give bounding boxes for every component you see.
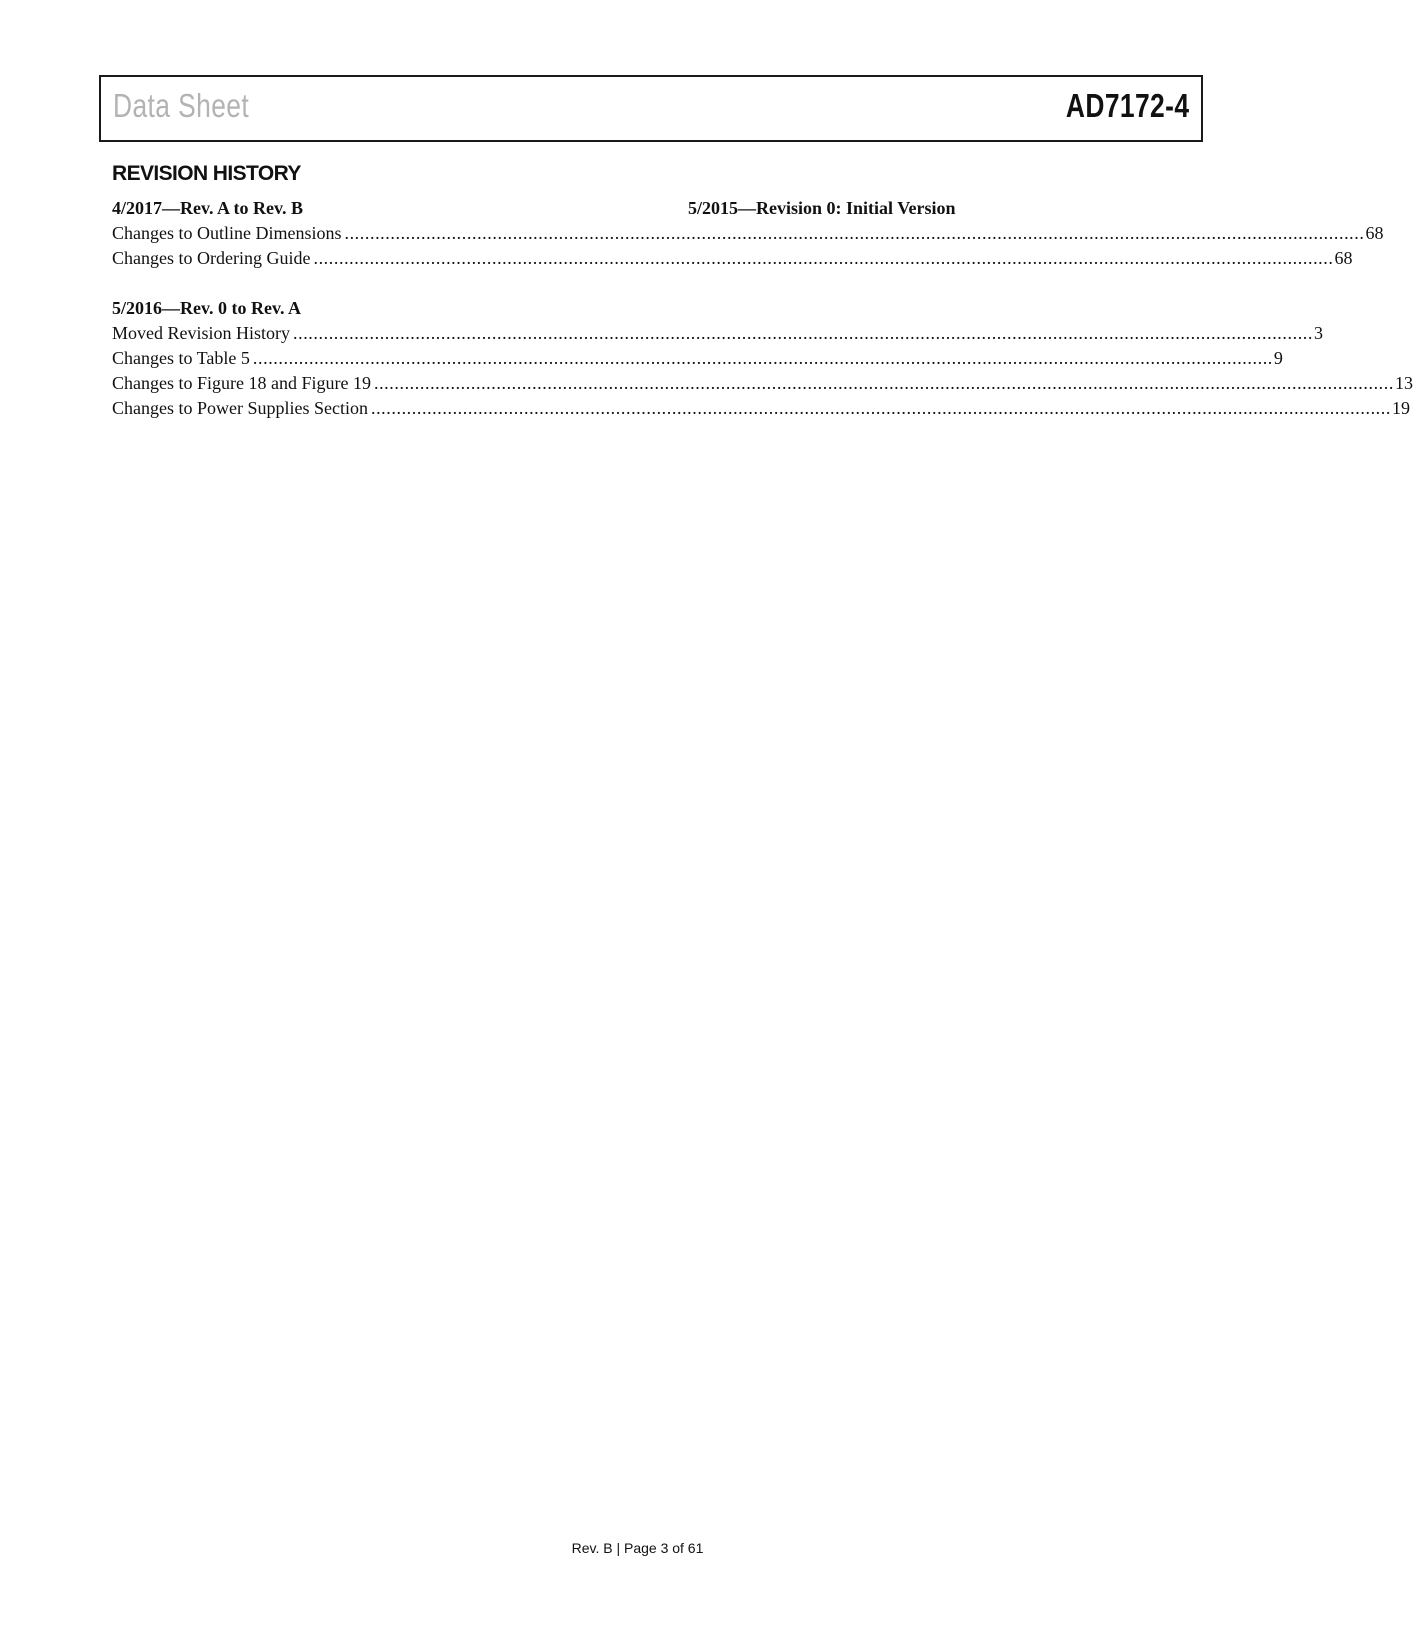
toc-entry (112, 371, 1413, 396)
toc-entry-text: Changes to Ordering Guide (112, 248, 311, 268)
section-title: REVISION HISTORY (112, 162, 301, 185)
toc-entry-text: Moved Revision History (112, 323, 290, 343)
toc-entry-text: Changes to Table 5 (112, 348, 250, 368)
toc-entry (112, 321, 1323, 346)
toc-entry-text: Changes to Outline Dimensions (112, 223, 342, 243)
toc-page-number: 19 (1391, 398, 1410, 418)
revision-heading: 4/2017—Rev. A to Rev. B (112, 198, 304, 218)
toc-leader-dots: ........................................................................................................................................................................................................ (344, 223, 1365, 243)
toc-page-number: 13 (1394, 373, 1413, 393)
toc-entry (112, 246, 1353, 271)
toc-leader-dots: ........................................................................................................................................................................................................ (370, 398, 1391, 418)
toc-leader-dots: ........................................................................................................................................................................................................ (373, 373, 1394, 393)
page-footer: Rev. B | Page 3 of 61 (571, 1540, 704, 1556)
toc-entry (112, 346, 1283, 371)
toc-page-number: 3 (1314, 323, 1323, 343)
revision-column-right (688, 196, 1168, 246)
document-type-label: Data Sheet (113, 87, 250, 124)
revision-block (112, 296, 1413, 421)
toc-leader-dots: ........................................................................................................................................................................................................ (313, 248, 1334, 268)
revision-heading: 5/2015—Revision 0: Initial Version (688, 198, 956, 218)
part-number: AD7172-4 (1065, 87, 1189, 124)
toc-entry-text: Changes to Figure 18 and Figure 19 (112, 373, 371, 393)
toc-entry (112, 221, 1384, 246)
revision-block (688, 196, 1168, 221)
toc-page-number: 68 (1365, 223, 1384, 243)
page-header (99, 75, 1203, 142)
toc-entry-text: Changes to Power Supplies Section (112, 398, 368, 418)
toc-entry (112, 396, 1410, 421)
toc-leader-dots: ........................................................................................................................................................................................................ (293, 323, 1313, 343)
revision-heading: 5/2016—Rev. 0 to Rev. A (112, 298, 301, 318)
toc-leader-dots: ........................................................................................................................................................................................................ (252, 348, 1273, 368)
toc-page-number: 9 (1273, 348, 1283, 368)
toc-page-number: 68 (1334, 248, 1353, 268)
